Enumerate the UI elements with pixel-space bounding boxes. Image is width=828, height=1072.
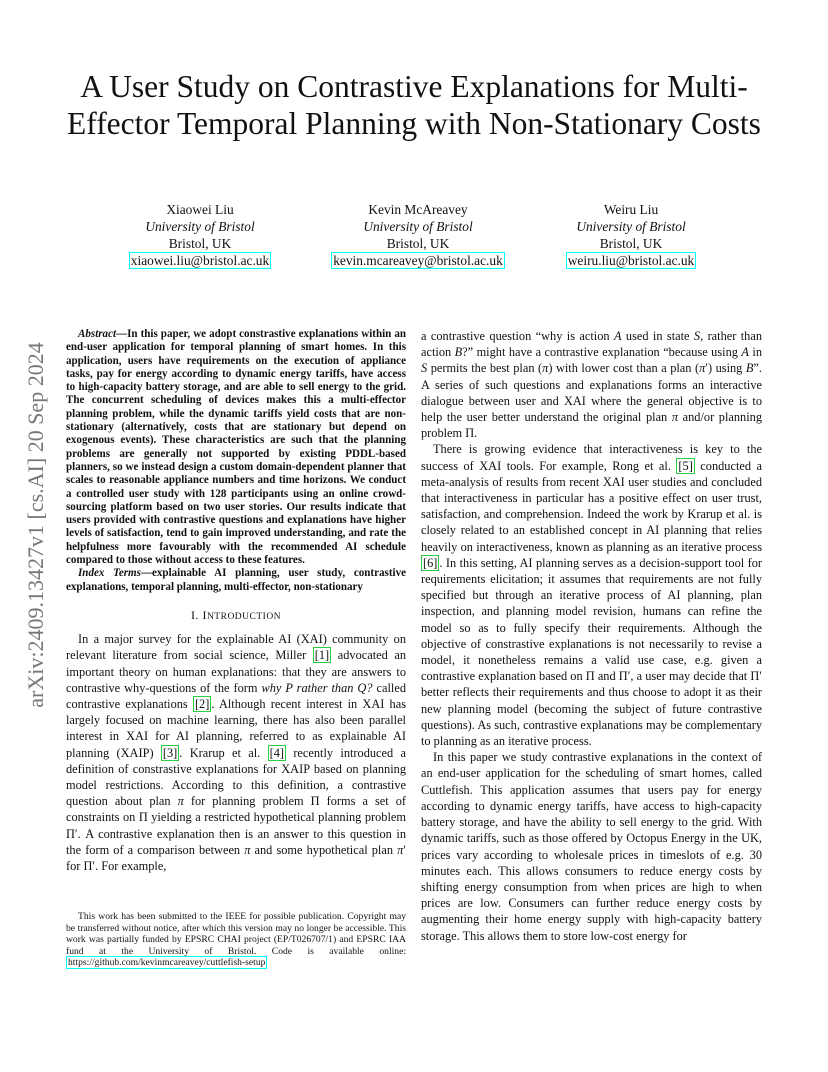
section-numeral: I. (190, 607, 199, 622)
abstract-label: Abstract (78, 328, 117, 340)
code-link[interactable]: https://github.com/kevinmcareavey/cuttlefish-setup (68, 957, 266, 968)
author-email-link[interactable]: xiaowei.liu@bristol.ac.uk (130, 253, 270, 268)
author-block (95, 201, 305, 269)
section-title-rest: NTRODUCTION (206, 611, 282, 622)
author-affiliation: University of Bristol (576, 219, 686, 234)
citation-link[interactable]: [3] (162, 745, 178, 760)
abstract-text: —In this paper, we adopt constrastive explanations within an end-user application for temporal planning of smart homes. In this application, users have requirements on the execution of appliance tasks, pay for energy according to dynamic energy tariffs, have access to high-capacity battery storage, and are able to sell energy to the grid. The concurrent scheduling of devices makes this a multi-effector planning problem, while the dynamic tariffs yield costs that are non-stationary (alternatively, costs that are stationary but depend on exogenous events). These characteristics are such that the planning problems are generally not supported by existing PDDL-based planners, so we instead design a custom domain-dependent planner that scales to reasonable appliance numbers and time horizons. We conduct a controlled user study with 128 participants using an online crowd-sourcing platform based on two user stories. Our results indicate that users provided with contrastive questions and explanations have higher levels of satisfaction, tend to gain improved understanding, and rate the helpfulness more favourably with the recommended AI schedule compared to those without access to these features. (66, 328, 406, 567)
author-location: Bristol, UK (599, 236, 663, 251)
citation-link[interactable]: [2] (194, 696, 210, 711)
italic-text: π (542, 361, 549, 376)
index-terms-label: Index Terms (78, 567, 141, 580)
author-location: Bristol, UK (386, 236, 450, 251)
section-first-letter: I (202, 607, 207, 622)
italic-text: S (693, 329, 701, 343)
italic-text: π (177, 794, 184, 809)
citation-link[interactable]: [6] (423, 555, 438, 570)
author-name: Kevin McAreavey (368, 202, 468, 217)
footnote-text: This work has been submitted to the IEEE for possible publication. Copyright may be transferred without notice, after which this version may no longer be accessible. This work was partially funded by EPSRC CHAI project (EP/T026707/1) and EPSRC IAA fund at the University of Bristol. Code is available online: (66, 911, 406, 957)
italic-text: π (699, 361, 706, 376)
right-column (421, 328, 762, 944)
citation-link[interactable]: [5] (678, 458, 693, 473)
footnote (66, 911, 406, 969)
citation-link[interactable]: [4] (269, 745, 284, 760)
abstract (66, 328, 406, 567)
body-paragraph: There is growing evidence that interactiveness is key to the success of XAI tools. For example, Rong et al. [5] conducted a meta-analysis of results from recent XAI user studies and concluded that interactiveness in particular has a positive effect on user trust, satisfaction, and comprehension. Indeed the work by Krarup et al. is closely related to an established concept in AI planning that relies heavily on interactiveness, known as planning as an iterative process [6] . In this setting, AI planning serves as a decision-support tool for requirements elicitation; it assumes that requirements are not fully specified but through an iterative process of AI planning, plan inspection, and planning model revision, humans can refine the model so as to fully specify their requirements. Although the objective of constrastive explanations is not necessarily to revise a model, it nonetheless remains a valid use case, e.g. given a contrastive explanation based on Π and Π′, a user may decide that Π′ better reflects their requirements and thus choose to adopt it as their new planning model (becoming the subject of future contrastive questions). As such, contrastive explanations may be complementary to planning as an iterative process. (421, 442, 762, 749)
author-email-link[interactable]: kevin.mcareavey@bristol.ac.uk (333, 253, 503, 268)
author-block (526, 201, 736, 269)
arxiv-identifier: arXiv:2409.13427v1 [cs.AI] 20 Sep 2024 (23, 342, 48, 708)
body-paragraph: a contrastive question “why is action A used in state S, rather than action B?” might have a contrastive explanation “because using A in S permits the best plan (π) with lower cost than a plan (π′) using B”. A series of such questions and explanations forms an interactive dialogue between user and XAI where the general objective is to help the user better understand the original plan π and/or planning problem Π. (421, 329, 763, 441)
italic-text: π (397, 842, 404, 857)
body-paragraph: In this paper we study contrastive explanations in the context of an end-user application for the scheduling of smart homes, called Cuttlefish. This application assumes that users pay for energy according to dynamic energy tariffs, have access to high-capacity battery storage, and have the ability to sell energy to the grid. With dynamic tariffs, such as those offered by Octopus Energy in the UK, prices vary according to wholesale prices in timeslots of e.g. 30 minutes each. This allows consumers to reduce energy costs by shifting energy consumption from when prices are high to when prices are low. Consumers can further reduce energy costs by augmenting their home energy supply with high-capacity battery storage. This allows them to store low-cost energy for (421, 750, 762, 943)
italic-text: A (613, 329, 622, 343)
arxiv-sidebar (23, 292, 49, 758)
author-name: Xiaowei Liu (166, 202, 234, 217)
author-name: Weiru Liu (603, 202, 659, 217)
italic-text: why P rather than Q? (261, 680, 373, 695)
section-heading (66, 607, 406, 625)
index-terms (66, 567, 406, 594)
italic-text: π (244, 842, 251, 857)
index-terms-text: —explainable AI planning, user study, contrastive explanations, temporal planning, multi-effector, non-stationary (66, 567, 406, 593)
author-affiliation: University of Bristol (145, 219, 255, 234)
left-column (66, 328, 406, 874)
paper-title: A User Study on Contrastive Explanations for Multi-Effector Temporal Planning with Non-Stationary Costs (67, 69, 761, 141)
citation-link[interactable]: [1] (314, 648, 330, 663)
italic-text: B (745, 361, 754, 376)
italic-text: A (741, 345, 749, 360)
intro-paragraph: In a major survey for the explainable AI (XAI) community on relevant literature from social science, Miller [1] advocated an important theory on human explanations: that they are answers to contrastive why-questions of the form why P rather than Q? called contrastive explanations [2] . Although recent interest in XAI has largely focused on machine learning, there has also been parallel interest in XAI for AI planning, referred to as explainable AI planning (XAIP) [3] . Krarup et al. [4] recently introduced a definition of constrastive explanations for XAIP based on planning model restrictions. According to this definition, a contrastive question about plan π for planning problem Π forms a set of constraints on Π yielding a restricted hypothetical planning problem Π′. A contrastive explanation then is an answer to this question in the form of a comparison between π and some hypothetical plan π′ for Π′. For example, (66, 632, 407, 873)
italic-text: B (454, 345, 463, 360)
author-block (313, 201, 523, 269)
author-location: Bristol, UK (168, 236, 232, 251)
author-email-link[interactable]: weiru.liu@bristol.ac.uk (567, 253, 695, 268)
author-affiliation: University of Bristol (363, 219, 473, 234)
italic-text: π (671, 410, 679, 425)
italic-text: S (421, 361, 428, 376)
